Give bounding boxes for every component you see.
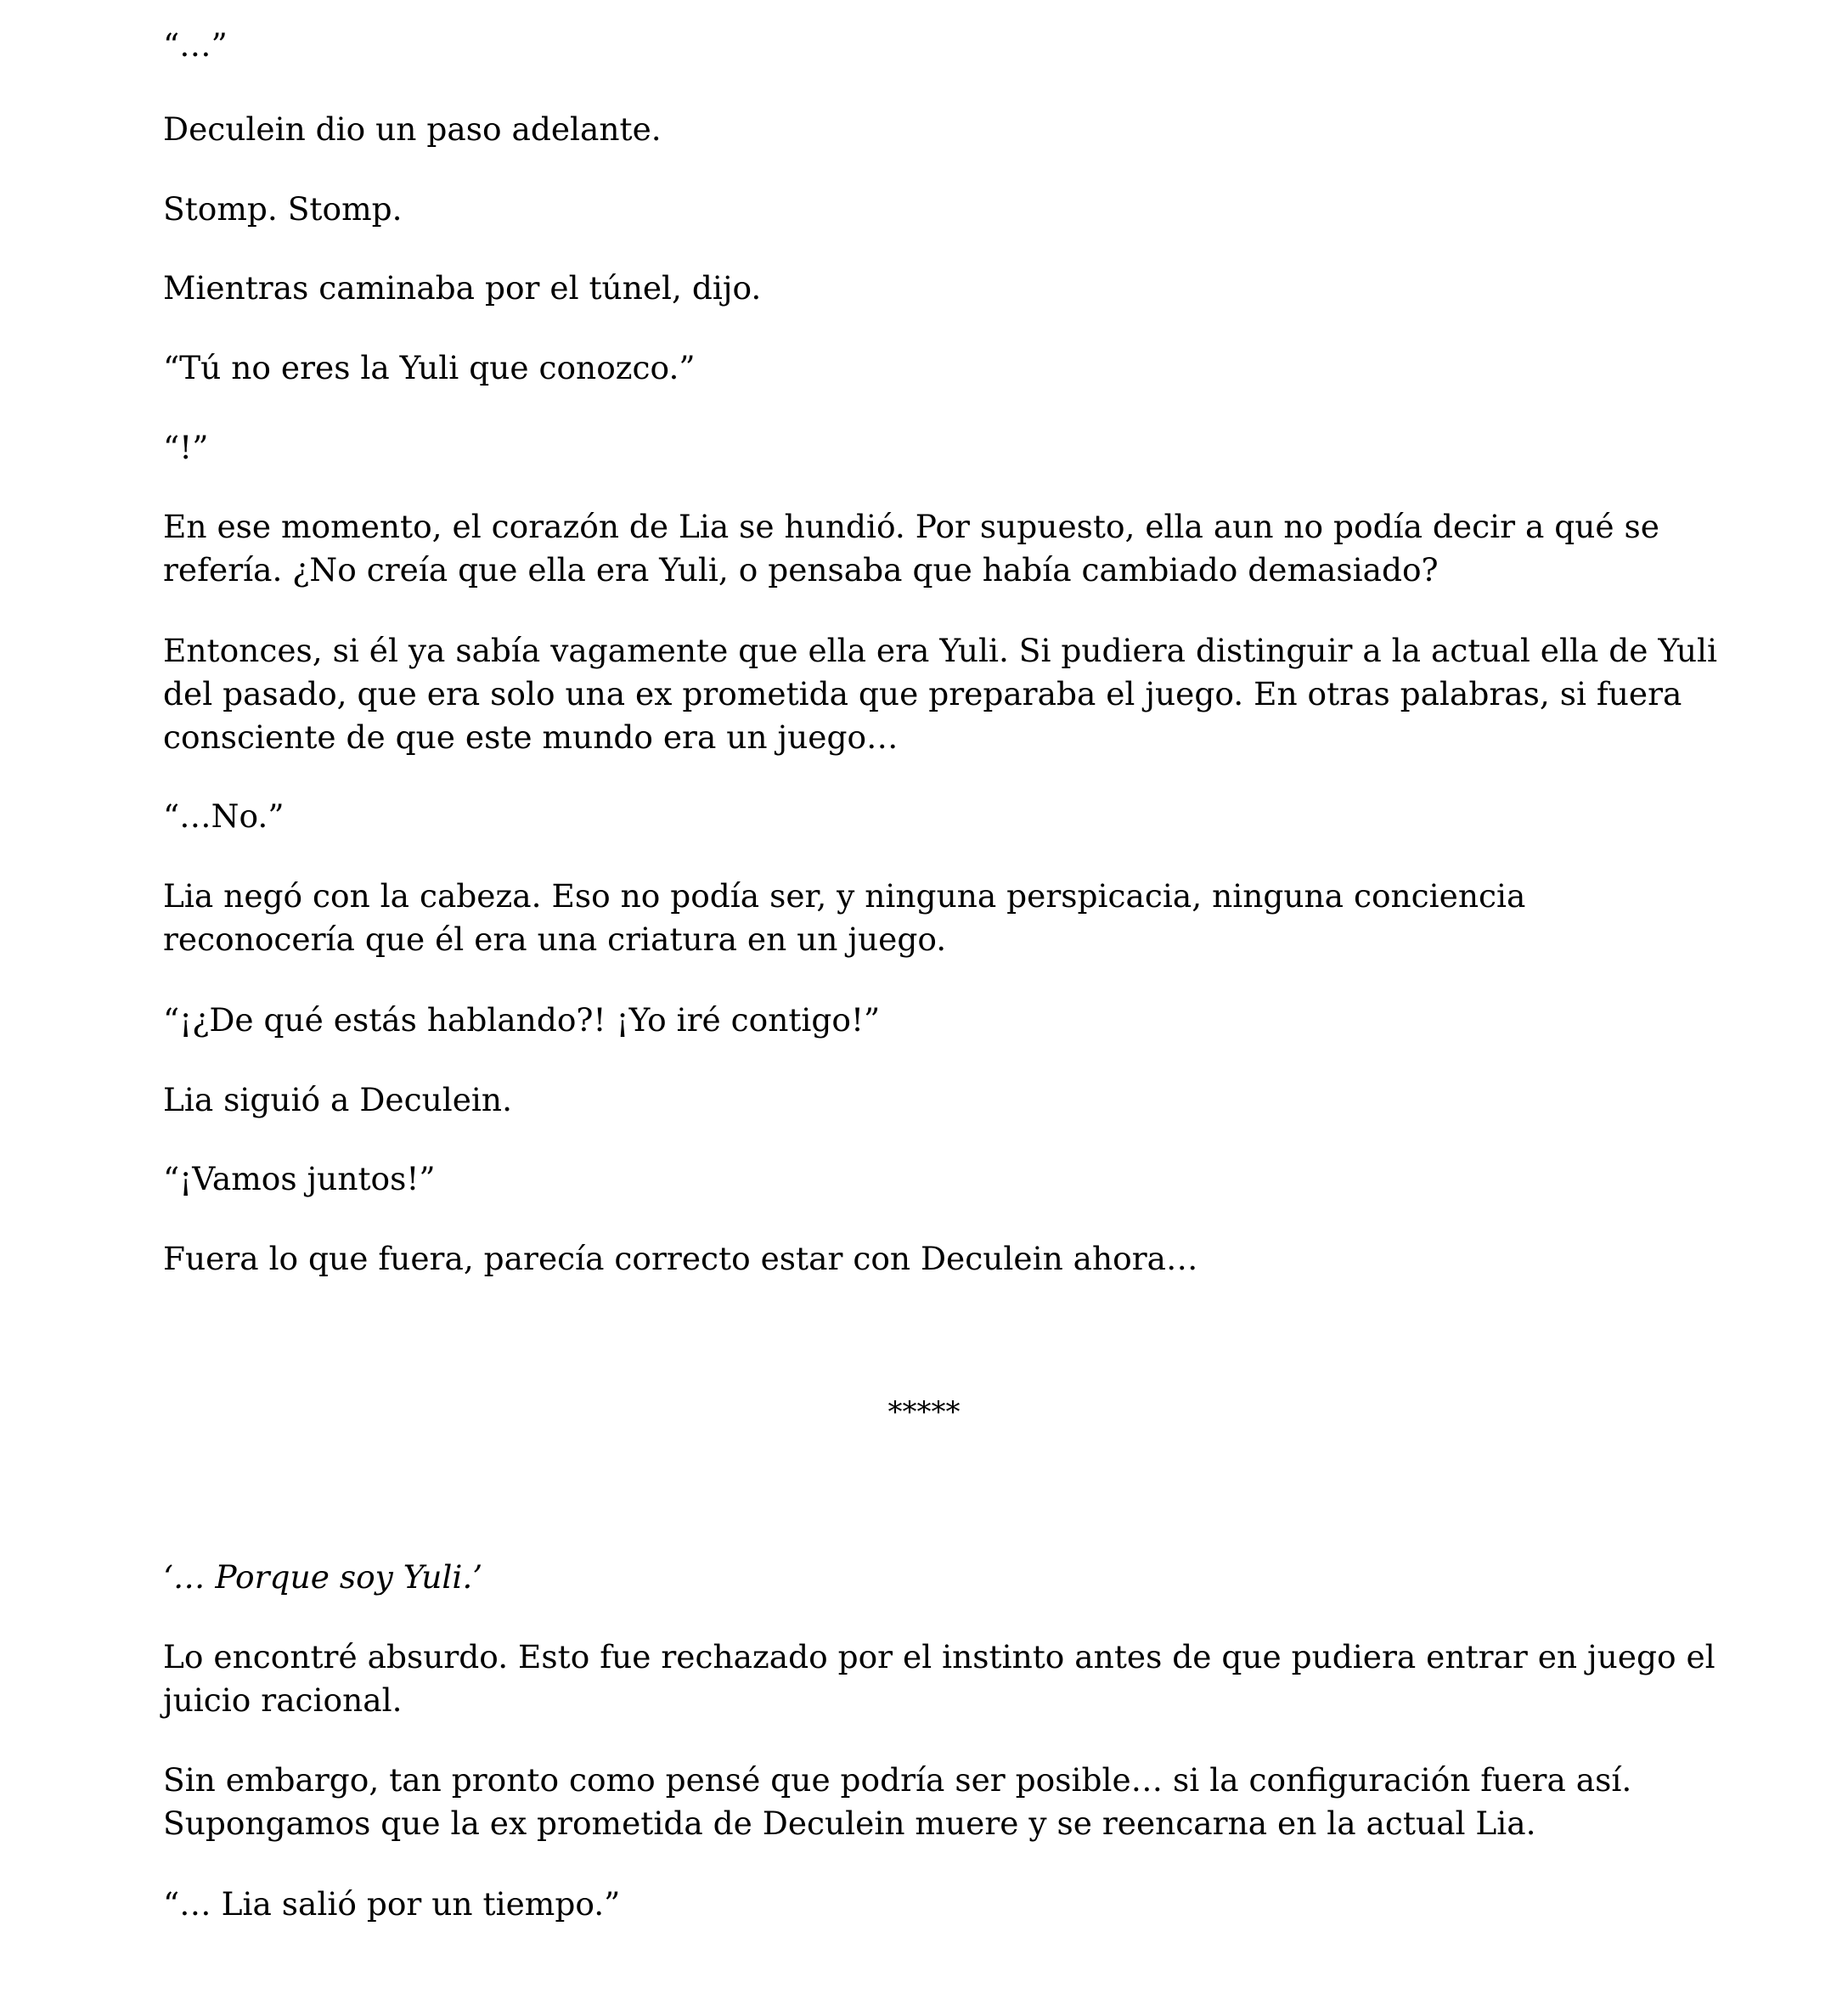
paragraph-absurd: Lo encontré absurdo. Esto fue rechazado por el instinto antes de que pudiera entrar en juego el juicio racional. [163,1638,1716,1719]
paragraph-ellipsis-quote: “…” [163,26,228,64]
paragraph-no: “…No.” [163,797,285,835]
paragraph-together: “¡Vamos juntos!” [163,1160,436,1197]
paragraph-possible: Sin embargo, tan pronto como pensé que podría ser posible… si la configuración fuera así. Supongamos que la ex prometida de Deculein muere y se reencarna en la actual Lia. [163,1761,1632,1842]
paragraph-tunnel: Mientras caminaba por el túnel, dijo. [163,269,762,307]
paragraph-heart-sank: En ese momento, el corazón de Lia se hundió. Por supuesto, ella aun no podía decir a qué se refería. ¿No creía que ella era Yuli, o pensaba que había cambiado demasiado? [163,508,1659,588]
paragraph-step-forward: Deculein dio un paso adelante. [163,110,662,148]
paragraph-correct: Fuera lo que fuera, parecía correcto estar con Deculein ahora… [163,1240,1198,1277]
paragraph-stomp: Stomp. Stomp. [163,190,403,228]
paragraph-exclamation: “!” [163,429,209,466]
section-separator: ***** [887,1395,961,1429]
paragraph-lia-left: “… Lia salió por un tiempo.” [163,1885,621,1923]
paragraph-because-yuli: ‘… Porque soy Yuli.’ [163,1558,483,1596]
paragraph-not-yuli: “Tú no eres la Yuli que conozco.” [163,349,696,386]
paragraph-shook-head: Lia negó con la cabeza. Eso no podía ser, y ninguna perspicacia, ninguna conciencia reconocería que él era una criatura en un juego. [163,877,1526,958]
paragraph-distinguish: Entonces, si él ya sabía vagamente que ella era Yuli. Si pudiera distinguir a la actual ella de Yuli del pasado, que era solo una ex prometida que preparaba el juego. En otras palabras, si fuera consciente de que este mundo era un juego… [163,632,1718,756]
paragraph-what-talking: “¡¿De qué estás hablando?! ¡Yo iré contigo!” [163,1001,881,1039]
paragraph-followed: Lia siguió a Deculein. [163,1081,512,1118]
